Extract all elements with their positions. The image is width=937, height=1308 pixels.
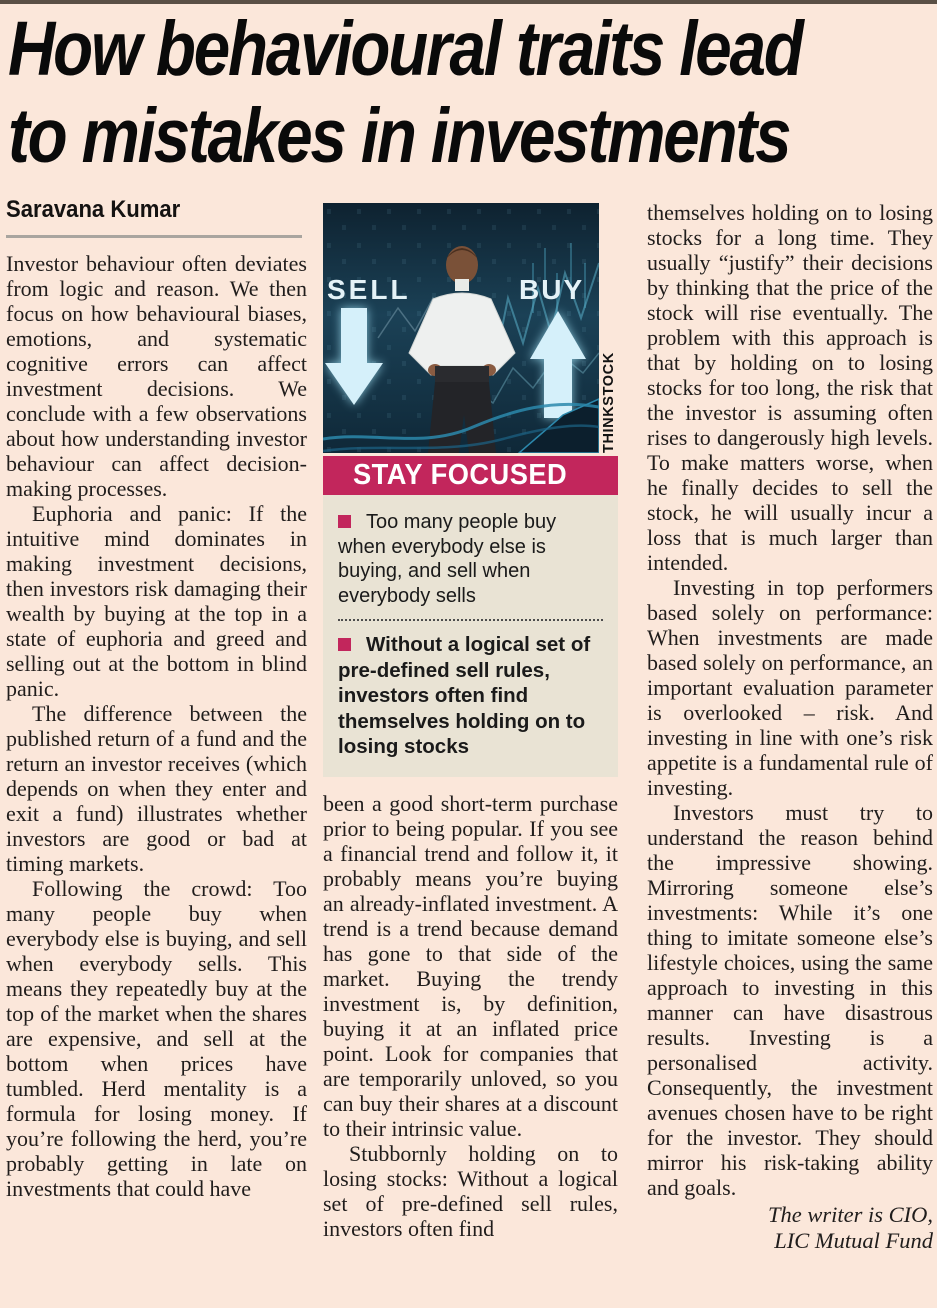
dotted-separator — [338, 619, 603, 621]
column-3 — [647, 200, 933, 1254]
callout-bullet-2 — [338, 632, 603, 760]
callout-bullet-1-text: Too many people buy when everybody else is buying, and sell when everybody sells — [338, 511, 557, 607]
headline-line-2: to mistakes in investments — [8, 93, 790, 179]
article-headline — [8, 6, 937, 180]
paragraph: Investors must try to understand the reason behind the impressive showing. Mirroring someone else’s investments: While it’s one thing to imitate someone else’s lifestyle choices, using the same approach to investing in this manner can have disastrous results. Investing is a personalised activity. Consequently, the investment avenues chosen have to be right for the investor. They should mirror his risk-taking ability and goals. — [647, 800, 933, 1200]
signoff-line-2: LIC Mutual Fund — [774, 1228, 933, 1253]
paragraph: Euphoria and panic: If the intuitive mind dominates in making investment decisions, then investors risk damaging their wealth by buying at the top in a state of euphoria and greed and selling out at the bottom in blind panic. — [6, 501, 307, 701]
photo-credit: THINKSTOCK — [601, 352, 617, 453]
column-2 — [323, 203, 618, 1241]
paragraph: themselves holding on to losing stocks for a long time. They usually “justify” their decisions by thinking that the price of the stock will rise eventually. The problem with this approach is that by holding on to losing stocks for too long, the risk that the investor is assuming often rises to dangerously high levels. To make matters worse, when he finally decides to sell the stock, he will usually incur a loss that is much larger than intended. — [647, 200, 933, 575]
paragraph: Stubbornly holding on to losing stocks: Without a logical set of pre-defined sell rules, investors often find — [323, 1140, 618, 1241]
paragraph: Following the crowd: Too many people buy when everybody else is buying, and sell when everybody sells. This means they repeatedly buy at the top of the market when the shares are expensive, and sell at the bottom when prices have tumbled. Herd mentality is a formula for losing money. If you’re following the herd, you’re probably getting in late on investments that could have — [6, 876, 307, 1201]
callout-bullet-1 — [338, 510, 603, 608]
signoff-line-1: The writer is CIO, — [767, 1202, 933, 1227]
paragraph: The difference between the published return of a fund and the return an investor receives (which depends on when they enter and exit a fund) illustrates whether investors are good or bad at timing markets. — [6, 701, 307, 876]
paragraph: Investor behaviour often deviates from logic and reason. We then focus on how behavioural biases, emotions, and systematic cognitive errors can affect investment decisions. We conclude with a few observations about how understanding investor behaviour can affect decision-making processes. — [6, 251, 307, 501]
callout-box — [323, 495, 618, 777]
callout-banner — [323, 456, 618, 495]
square-bullet-icon — [338, 515, 351, 528]
headline-line-1: How behavioural traits lead — [8, 6, 802, 92]
author-signoff — [647, 1202, 933, 1254]
paragraph: been a good short-term purchase prior to being popular. If you see a financial trend and follow it, it probably means you’re buying an already-inflated investment. A trend is a trend because demand has gone to that side of the market. Buying the trendy investment is, by definition, buying it at an inflated price point. Look for companies that are temporarily unloved, so you can buy their shares at a discount to their intrinsic value. — [323, 790, 618, 1141]
stock-photo-block — [323, 203, 618, 453]
page-top-rule — [0, 0, 937, 4]
byline-rule — [6, 235, 302, 238]
callout-bullet-2-text: Without a logical set of pre-defined sell rules, investors often find themselves holding on to losing stocks — [338, 633, 591, 758]
stock-photo — [323, 203, 599, 453]
column-1 — [6, 196, 307, 1201]
photo-sell-label: SELL — [327, 274, 411, 305]
byline — [6, 196, 307, 224]
column-2-text — [323, 791, 618, 1241]
byline-author: Saravana Kumar — [6, 196, 181, 223]
callout-title: STAY FOCUSED — [353, 459, 568, 491]
photo-buy-label: BUY — [519, 274, 585, 305]
square-bullet-icon — [338, 638, 351, 651]
paragraph: Investing in top performers based solely on performance: When investments are made based solely on performance, an important evaluation parameter is overlooked – risk. And investing in line with one’s risk appetite is a fundamental rule of investing. — [647, 575, 933, 800]
